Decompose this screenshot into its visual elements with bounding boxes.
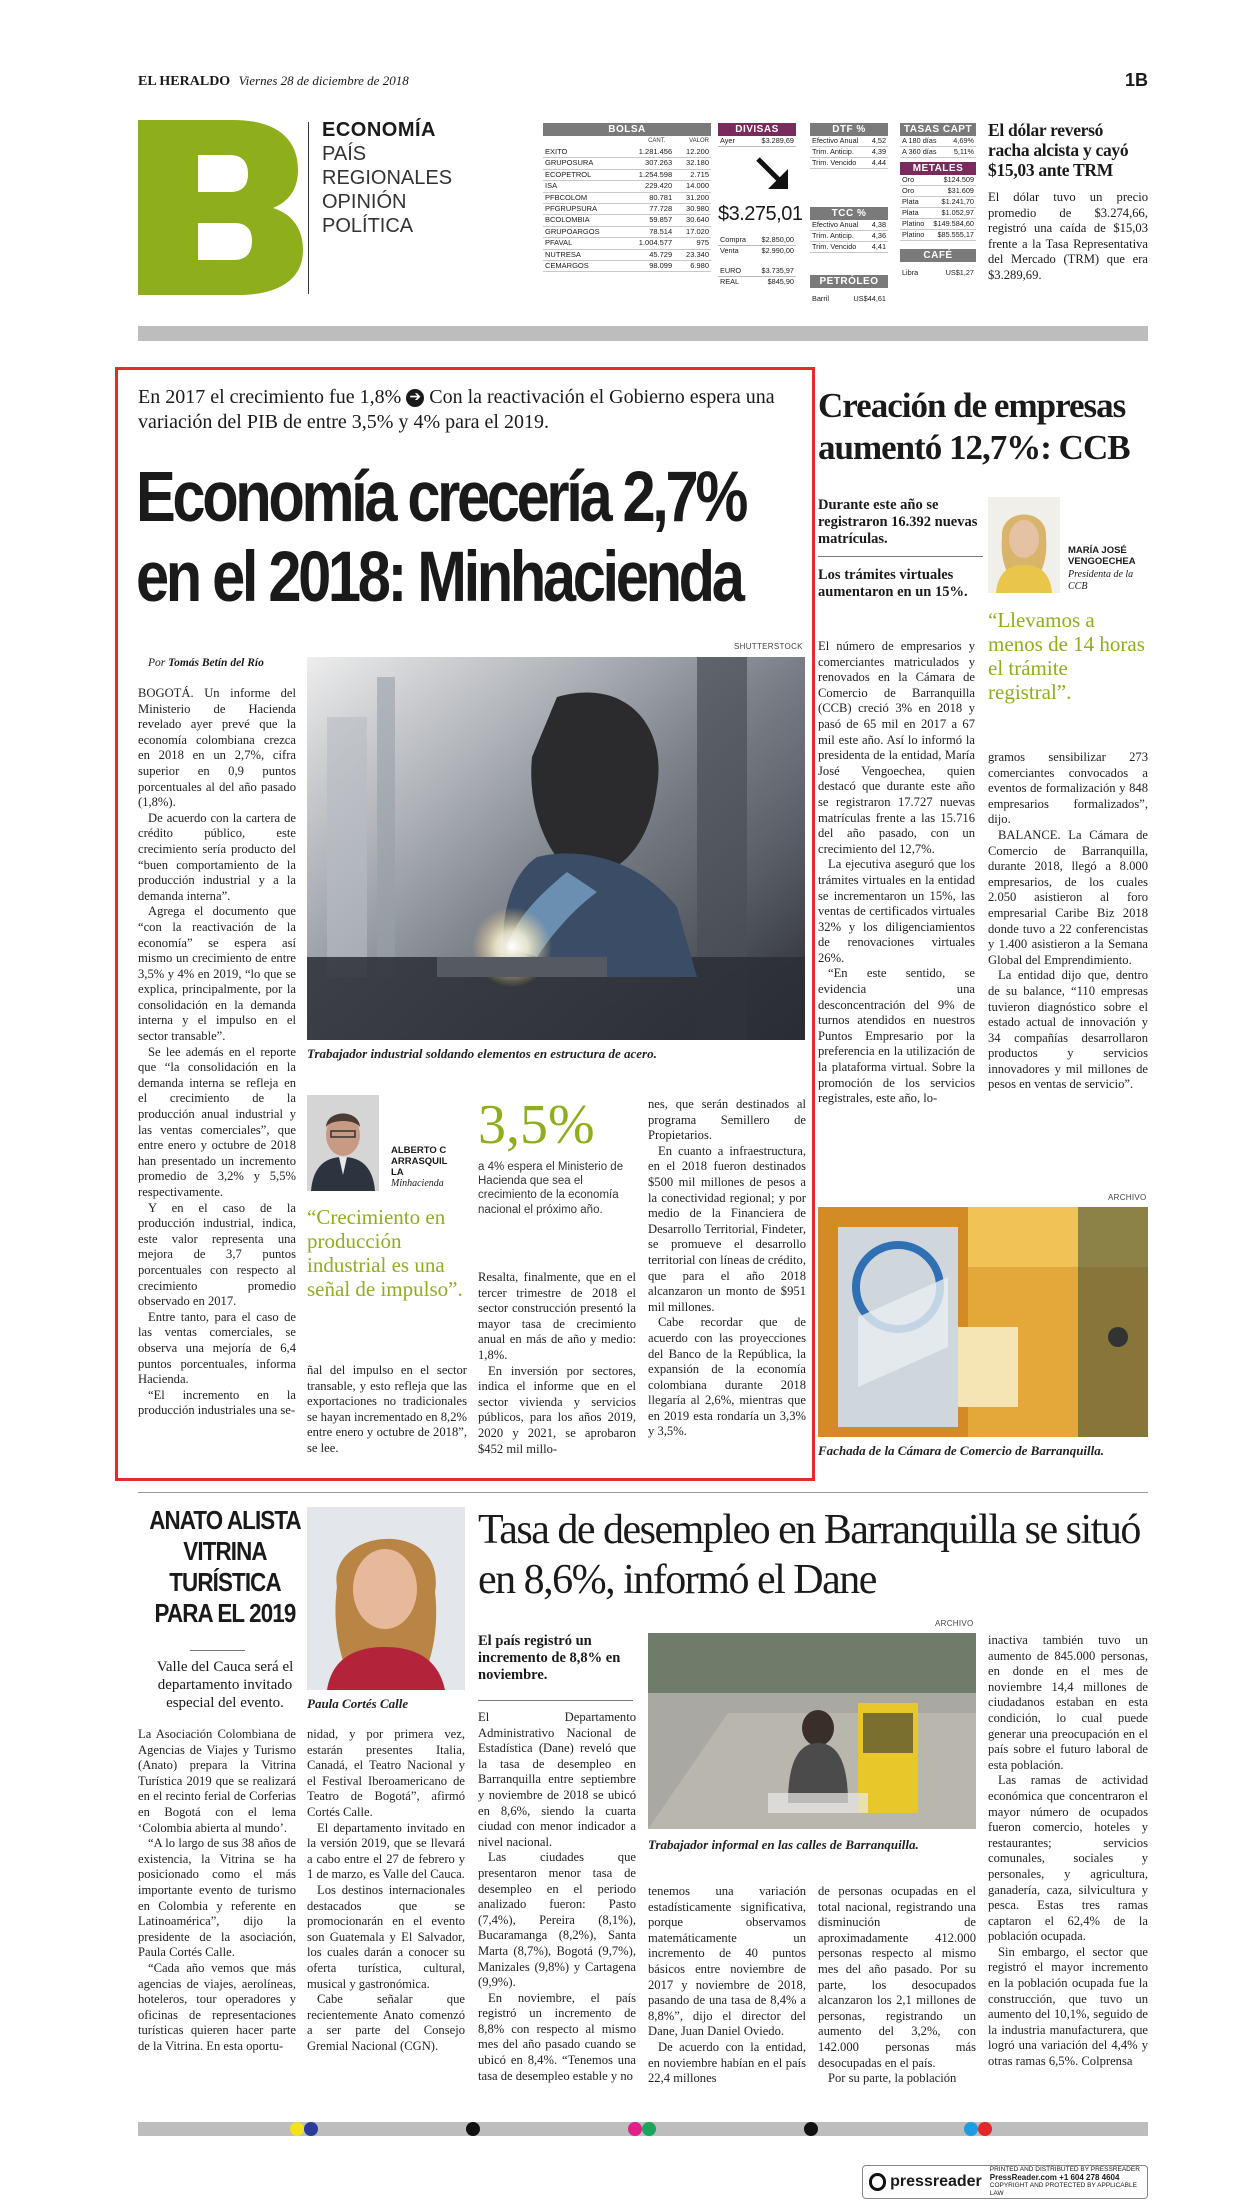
main-col-3: [478, 1270, 636, 1457]
divisas-ayer: Ayer $3.289,69: [720, 136, 794, 145]
paragraph: BALANCE. La Cámara de Comercio de Barranquilla, durante 2018, llegó a 8.000 empresarios, de los cuales 2.050 asistieron al foro empresarial Caribe Biz 2018 donde tuvo a 22 conferencistas y 1.400 asistieron a la Semana Global del Emprendimiento.: [988, 827, 1148, 967]
vendor-photo: [648, 1633, 976, 1829]
paragraph: inactiva también tuvo un aumento de 845.000 personas, en donde en el mes de noviembre 14,4 millones de ciudadanos estaban en esta condición, lo cual puede generar una preocupación en el país sobre el futuro laboral de esta población.: [988, 1633, 1148, 1772]
pressreader-wordmark: pressreader: [890, 2173, 982, 2190]
bolsa-valor: 23.340: [686, 249, 709, 259]
bolsa-row: [543, 169, 711, 180]
dane-col-1: [478, 1710, 636, 2084]
subsection-politica[interactable]: POLÍTICA: [322, 215, 414, 237]
ccb-headline[interactable]: Creación de empresas aumentó 12,7%: CCB: [818, 386, 1130, 467]
header-rule: [138, 326, 1148, 341]
top-line: [138, 72, 1148, 94]
bolsa-table: [543, 147, 711, 272]
main-byline: Por Tomás Betín del Río: [148, 657, 264, 669]
paragraph: El departamento invitado en la versión 2019, que se llevará a cabo entre el 27 de febrero y 1 de marzo, es Valle del Cauca.: [307, 1820, 465, 1882]
paragraph: En inversión por sectores, indica el informe que en el sector vivienda y servicios públicos, para los años 2019, 2020 y 2021, se aprobaron $452 mil millo-: [478, 1363, 636, 1456]
paragraph: De acuerdo con la cartera de crédito público, este crecimiento sería producto del “buen comportamiento de la producción industrial y a la demanda interna”.: [138, 810, 296, 903]
dane-headline[interactable]: Tasa de desempleo en Barranquilla se situó en 8,6%, informó el Dane: [478, 1507, 1140, 1603]
paragraph: Resalta, finalmente, que en el tercer trimestre de 2018 el sector construcción presentó la mayor tasa de crecimiento anual en más de año y medio: 1,8%.: [478, 1270, 636, 1362]
bolsa-cant: 45.729: [649, 249, 673, 259]
bolsa-ticker: GRUPOARGOS: [545, 226, 600, 236]
issue-date: Viernes 28 de diciembre de 2018: [238, 73, 409, 88]
bolsa-ticker: EXITO: [545, 147, 568, 156]
bolsa-valor: 6.980: [690, 261, 709, 271]
big-stat-text: a 4% espera el Ministerio de Hacienda que sea el crecimiento de la economía nacional el próximo año.: [478, 1161, 624, 1216]
section-b-logo: [138, 120, 303, 295]
ccb-col-1: [818, 639, 975, 1107]
bolsa-row: [543, 147, 711, 158]
paragraph: tenemos una variación estadísticamente significativa, porque observamos matemáticamente un incremento de 40 puntos básicos entre noviembre de 2017 y noviembre de 2018, pasando de una tasa de 8,4% a 8,8%”, dijo el director del Dane, Juan Daniel Oviedo.: [648, 1884, 806, 2039]
big-stat: 3,5%: [478, 1094, 595, 1156]
dtf-row: Efectivo Anual 4,52: [812, 136, 886, 145]
paragraph: De acuerdo con la entidad, en noviembre habían en el país 22,4 millones: [648, 2039, 806, 2086]
bolsa-cant: 98.099: [649, 261, 673, 271]
bolsa-valor: 14.000: [686, 181, 709, 191]
metales-row: Plata $1.241,70: [902, 197, 974, 206]
paragraph: Cabe recordar que de acuerdo con las proyecciones del Banco de la República, la expansión de la economía colombiana durante 2018 llegaría al 2,6%, mientras que en 2019 esta rondaría un 3,3% y 3,5%.: [648, 1315, 806, 1439]
paragraph: “En este sentido, se evidencia una desconcentración del 9% de turnos atendidos en nuestros Puntos Empresario por la preferencia en la utilización de la plataforma virtual. Sobre la promoción de los servicios registrales, este año, lo-: [818, 966, 975, 1106]
metales-row: Plata $1.052,97: [902, 208, 974, 217]
divisas-compra: Compra $2.850,00: [720, 235, 794, 244]
ccb-deck-1: Durante este año se registraron 16.392 nuevas matrículas.: [818, 497, 983, 557]
divisas-title: DIVISAS: [718, 123, 796, 136]
bolsa-title: BOLSA: [543, 123, 711, 136]
paragraph: Y en el caso de la producción industrial, indica, este valor representa una mejora de 3,7 puntos porcentuales con respecto al crecimiento promedio observado en 2017.: [138, 1200, 296, 1309]
dollar-brief: [988, 120, 1148, 284]
divisas-euro: EURO $3.735,97: [720, 266, 794, 275]
paragraph: Las ramas de actividad económica que concentraron el mayor número de ocupados fueron comercio, hoteles y restaurantes; servicios comunales, sociales y personales, y agricultura, ganadería, caza, silvicultura y pesca. Estas tres ramas captaron el 62,4% de la población ocupada.: [988, 1773, 1148, 1944]
subsection-opinion[interactable]: OPINIÓN: [322, 191, 407, 213]
paragraph: “A lo largo de sus 38 años de existencia, la Vitrina se ha posicionado como el más importante evento de turismo en Colombia y referente en Latinoamérica”, dijo la presidente de la asociación, Paula Cortés Calle.: [138, 1836, 296, 1960]
vengoechea-photo: [988, 497, 1060, 593]
dane-deck-rule: [478, 1700, 633, 1701]
tasas-row: A 360 días 5,11%: [902, 147, 974, 156]
bolsa-col-cant: CANT.: [648, 138, 666, 144]
section-title[interactable]: ECONOMÍA: [322, 119, 436, 141]
bolsa-row: [543, 181, 711, 192]
bolsa-cant: 77.728: [649, 204, 673, 214]
dtf-title: DTF %: [810, 123, 888, 136]
bolsa-valor: 31.200: [686, 192, 709, 202]
bolsa-cant: 1.254.598: [638, 169, 673, 179]
arrow-right-icon: ➔: [406, 389, 424, 407]
metales-title: METALES: [900, 162, 976, 175]
bolsa-cant: 78.514: [649, 226, 673, 236]
paragraph: Las ciudades que presentaron menor tasa de desempleo en el periodo analizado fueron: Pasto (7,4%), Pereira (8,1%), Bucaramanga (8,2%), Santa Marta (8,7%), Bogotá (9,7%), Manizales (9,8%) y Cartagena (9,9%).: [478, 1850, 636, 1990]
bolsa-valor: 975: [696, 238, 709, 248]
bolsa-ticker: NUTRESA: [545, 249, 581, 259]
dollar-brief-title[interactable]: El dólar reversó racha alcista y cayó $15,03 ante TRM: [988, 120, 1129, 180]
dane-col-2: [648, 1884, 806, 2087]
divisas-real: REAL $845,90: [720, 277, 794, 286]
main-col-4: [648, 1097, 806, 1440]
paragraph: El Departamento Administrativo Nacional de Estadística (Dane) reveló que la tasa de desempleo en Barranquilla entre septiembre y noviembre de 2018 se ubicó en 8,6%, siendo la cuarta ciudad con menor indicador a nivel nacional.: [478, 1710, 636, 1849]
paragraph: Sin embargo, el sector que registró el mayor incremento en la población ocupada fue la construcción, que tuvo un aumento del 10,1%, seguido de la industria manufacturera, que logró una variación del 4,4% y otras ramas 6,5%. Colprensa: [988, 1944, 1148, 2069]
anato-headline[interactable]: ANATO ALISTA VITRINA TURÍSTICA PARA EL 2019: [149, 1505, 301, 1628]
ccb-deck-2: Los trámites virtuales aumentaron en un 15%.: [818, 567, 968, 600]
bolsa-valor: 12.200: [686, 147, 709, 156]
subsection-pais[interactable]: PAÍS: [322, 143, 367, 165]
pressreader-line-1: PRINTED AND DISTRIBUTED BY PRESSREADER: [989, 2166, 1140, 2173]
tcc-title: TCC %: [810, 207, 888, 220]
paragraph: gramos sensibilizar 273 comerciantes convocados a eventos de formalización y 848 empresarios formalizados”, dijo.: [988, 750, 1148, 827]
pressreader-logo-icon: [869, 2173, 886, 2191]
anato-col-2: [307, 1727, 465, 2054]
masthead: EL HERALDO: [138, 74, 231, 89]
tasas-row: A 180 días 4,69%: [902, 136, 974, 145]
tcc-row: Trim. Anticip. 4,36: [812, 231, 886, 240]
welder-photo: [307, 657, 805, 1040]
down-arrow-icon: [754, 155, 794, 195]
cafe-title: CAFÉ: [900, 249, 976, 262]
pressreader-badge[interactable]: [862, 2165, 1148, 2199]
bolsa-valor: 2.715: [690, 169, 709, 179]
bolsa-ticker: BCOLOMBIA: [545, 215, 590, 225]
anato-col-1: [138, 1727, 296, 2054]
main-kicker: En 2017 el crecimiento fue 1,8% ➔ Con la reactivación el Gobierno espera una variación del PIB de entre 3,5% y 4% para el 2019.: [138, 386, 775, 433]
bolsa-cant: 1.281.456: [638, 147, 673, 156]
tasas-title: TASAS CAPT: [900, 123, 976, 136]
metales-row: Platino $149.584,60: [902, 219, 974, 228]
cortes-photo: [307, 1507, 465, 1690]
subsection-regionales[interactable]: REGIONALES: [322, 167, 453, 189]
divisas-panel: [718, 123, 803, 286]
bolsa-ticker: PFGRUPSURA: [545, 204, 598, 214]
main-col-1: [138, 686, 296, 1419]
ccb-photo-credit: ARCHIVO: [1108, 1193, 1147, 1202]
ccb-building-photo: [818, 1207, 1148, 1437]
bolsa-col-valor: VALOR: [689, 138, 709, 144]
bolsa-cant: 1.004.577: [638, 238, 673, 248]
dtf-row: Trim. Anticip. 4,39: [812, 147, 886, 156]
cortes-caption: Paula Cortés Calle: [307, 1696, 409, 1711]
paragraph: Se lee además en el reporte que “la consolidación en la demanda interna se refleja en el crecimiento de la producción anual industrial y las ventas comerciales”, que entre enero y octubre de 2018 han presentado un incremento promedio de 3,2% y 5,5% respectivamente.: [138, 1044, 296, 1199]
paragraph: La ejecutiva aseguró que los trámites virtuales en la entidad se incrementaron un 15%, las ventas de certificados virtuales 32% y los diligenciamientos de renovaciones virtuales 26%.: [818, 857, 975, 965]
ccb-col-2: [988, 750, 1148, 1093]
section-nav: [322, 118, 482, 238]
anato-deck: Valle del Cauca será el departamento invitado especial del evento.: [156, 1659, 294, 1711]
bolsa-cant: 307.263: [645, 158, 673, 168]
paragraph: nidad, y por primera vez, estarán presentes Italia, Canadá, el Teatro Nacional y el Festival Iberoamericano de Teatro de Bogotá”, afirmó Cortés Calle.: [307, 1727, 465, 1819]
paragraph: Entre tanto, para el caso de las ventas comerciales, se observa una mejoría de 6,4 puntos porcentuales, informa Hacienda.: [138, 1309, 296, 1387]
paragraph: Los destinos internacionales destacados que se promocionarán en el evento son Guatemala y El Salvador, los cuales darán a conocer su oferta turística, cultural, musical y gastronómica.: [307, 1882, 465, 1991]
divisas-venta: Venta $2.990,00: [720, 246, 794, 255]
divisas-current: $3.275,01: [718, 203, 803, 225]
bolsa-row: [543, 261, 711, 272]
section-rule: [138, 1492, 1148, 1493]
dollar-brief-body: El dólar tuvo un precio promedio de $3.274,66, registró una caída de $15,03 frente a la Tasa Representativa del Mercado (TRM) que era $3.289,69.: [988, 190, 1148, 282]
paragraph: En cuanto a infraestructura, en el 2018 fueron destinados $500 mil millones de pesos a la conectividad regional; y por medio de la Financiera de Desarrollo Territorial, Findeter, se promueve el desarrollo territorial con líneas de crédito, que para el año 2018 alcanzaron un monto de $951 mil millones.: [648, 1143, 806, 1314]
dane-deck: El país registró un incremento de 8,8% en noviembre.: [478, 1633, 621, 1683]
metales-row: Platino $85.555,17: [902, 230, 974, 239]
rates-panel: [810, 123, 888, 304]
pressreader-line-3: COPYRIGHT AND PROTECTED BY APPLICABLE LAW: [989, 2182, 1137, 2197]
section-divider: [308, 122, 309, 294]
bolsa-row: [543, 226, 711, 237]
bolsa-ticker: CEMARGOS: [545, 261, 589, 271]
carrasquilla-name: ALBERTO CARRASQUILLA: [391, 1145, 448, 1178]
vengoechea-name: MARÍA JOSÉ VENGOECHEA: [1068, 545, 1136, 567]
vengoechea-quote: “Llevamos a menos de 14 horas el trámite registral”.: [988, 608, 1145, 704]
paragraph: Cabe señalar que recientemente Anato comenzó a ser parte del Consejo Gremial Nacional (CGN).: [307, 1992, 465, 2053]
metales-row: Oro $124.509: [902, 175, 974, 184]
dtf-row: Trim. Vencido 4,44: [812, 158, 886, 167]
anato-rule: [190, 1650, 245, 1651]
carrasquilla-photo: [307, 1095, 379, 1191]
bolsa-ticker: PFBCOLOM: [545, 192, 588, 202]
section-letter-block: [138, 120, 303, 295]
tcc-row: Efectivo Anual 4,38: [812, 220, 886, 229]
dane-col-4: [988, 1633, 1148, 2070]
paragraph: BOGOTÁ. Un informe del Ministerio de Hacienda revelado ayer prevé que la economía colombiana crezca en 2018 en un 2,7%, cifra superior en 0,9 puntos porcentuales al del año pasado (1,8%).: [138, 686, 296, 810]
paragraph: En noviembre, el país registró un incremento de 8,8% con respecto al mismo mes del año pasado cuando se ubicó en 8,4%. “Tenemos una tasa de desempleo estable y no: [478, 1990, 636, 2083]
bolsa-panel: [543, 123, 711, 272]
bolsa-cant: 80.781: [649, 192, 673, 202]
bolsa-ticker: GRUPOSURA: [545, 158, 594, 168]
bolsa-cant: 229.420: [645, 181, 673, 191]
vengoechea-role: Presidenta de la CCB: [1068, 569, 1134, 592]
petroleo-barril: Barril US$44,61: [812, 294, 886, 303]
paragraph: La Asociación Colombiana de Agencias de Viajes y Turismo (Anato) prepara la Vitrina Turística 2019 que se realizará en el recinto ferial de Corferias en Bogotá con el lema ‘Colombia abierta al mundo’.: [138, 1727, 296, 1835]
paragraph: “Cada año vemos que más agencias de viajes, aerolíneas, hoteleros, tour operadores y oficinas de representaciones turísticas quieren hacer parte de la Vitrina. En esta oportu-: [138, 1960, 296, 2053]
bolsa-row: [543, 215, 711, 226]
dane-photo-credit: ARCHIVO: [935, 1619, 974, 1628]
main-col-2-bottom: [307, 1363, 467, 1457]
bolsa-ticker: PFAVAL: [545, 238, 573, 248]
paragraph: ñal del impulso en el sector transable, y esto refleja que las exportaciones no tradicionales se hayan incrementado en 8,2% entre enero y octubre de 2018”, se lee.: [307, 1363, 467, 1455]
bolsa-valor: 30.980: [686, 204, 709, 214]
bolsa-row: [543, 249, 711, 260]
metales-row: Oro $31.609: [902, 186, 974, 195]
ccb-photo-caption: Fachada de la Cámara de Comercio de Barranquilla.: [818, 1443, 1105, 1458]
paragraph: La entidad dijo que, dentro de su balance, “110 empresas tuvieron diagnóstico sobre el estado actual de innovación y 34 compañías desarrollaron productos y servicios innovadores y mil millones de pesos en ventas de servicio”.: [988, 968, 1148, 1092]
dane-col-3: [818, 1884, 976, 2087]
rates-panel-2: [900, 123, 976, 278]
page-number: 1B: [1124, 70, 1148, 90]
carrasquilla-quote: “Crecimiento en producción industrial es una señal de impulso”.: [307, 1205, 463, 1301]
carrasquilla-role: Minhacienda: [391, 1178, 444, 1189]
main-photo-credit: SHUTTERSTOCK: [734, 642, 803, 651]
paragraph: de personas ocupadas en el total nacional, registrando una disminución de aproximadamente 412.000 personas respecto al mismo mes del año pasado. Por su parte, los desocupados alcanzaron los 2,1 millones de personas, registrando un aumento del 3,2%, con 142.000 personas más desocupadas en el país.: [818, 1884, 976, 2070]
paragraph: nes, que serán destinados al programa Semillero de Propietarios.: [648, 1097, 806, 1143]
bolsa-cant: 59.857: [649, 215, 673, 225]
main-headline[interactable]: Economía crecería 2,7% en el 2018: Minhacienda: [136, 458, 745, 617]
bolsa-row: [543, 158, 711, 169]
tcc-row: Trim. Vencido 4,41: [812, 242, 886, 251]
paragraph: “El incremento en la producción industriales una se-: [138, 1387, 296, 1418]
bolsa-valor: 17.020: [686, 226, 709, 236]
bolsa-row: [543, 204, 711, 215]
bolsa-valor: 30.640: [686, 215, 709, 225]
main-photo-caption: Trabajador industrial soldando elementos en estructura de acero.: [307, 1046, 657, 1061]
paragraph: Por su parte, la población: [828, 2071, 957, 2086]
bolsa-ticker: ISA: [545, 181, 558, 191]
pressreader-line-2: PressReader.com +1 604 278 4604: [989, 2173, 1120, 2182]
paragraph: El número de empresarios y comerciantes matriculados y renovados en la Cámara de Comercio de Barranquilla (CCB) creció 3% en 2018 y pasó de 65 mil en 2017 a 67 mil este año. Así lo informó la presidenta de la entidad, María José Vengoechea, quien destacó que durante este año se registraron 17.727 nuevas matrículas frente a las 15.716 del año pasado, con un crecimiento del 12,7%.: [818, 639, 975, 856]
cafe-libra: Libra US$1,27: [902, 268, 974, 277]
bolsa-row: [543, 192, 711, 203]
bolsa-valor: 32.180: [686, 158, 709, 168]
vendor-photo-caption: Trabajador informal en las calles de Barranquilla.: [648, 1837, 919, 1852]
bolsa-row: [543, 238, 711, 249]
registration-marks: [0, 2122, 1247, 2136]
bolsa-ticker: ECOPETROL: [545, 169, 592, 179]
paragraph: Agrega el documento que “con la reactivación de la economía” se espera así mismo un crecimiento de entre 3,5% y 4% en 2019, “lo que se explica, principalmente, por la consolidación en la demanda interna y el impulso en el sector transable”.: [138, 904, 296, 1044]
petroleo-title: PETRÓLEO: [810, 275, 888, 288]
